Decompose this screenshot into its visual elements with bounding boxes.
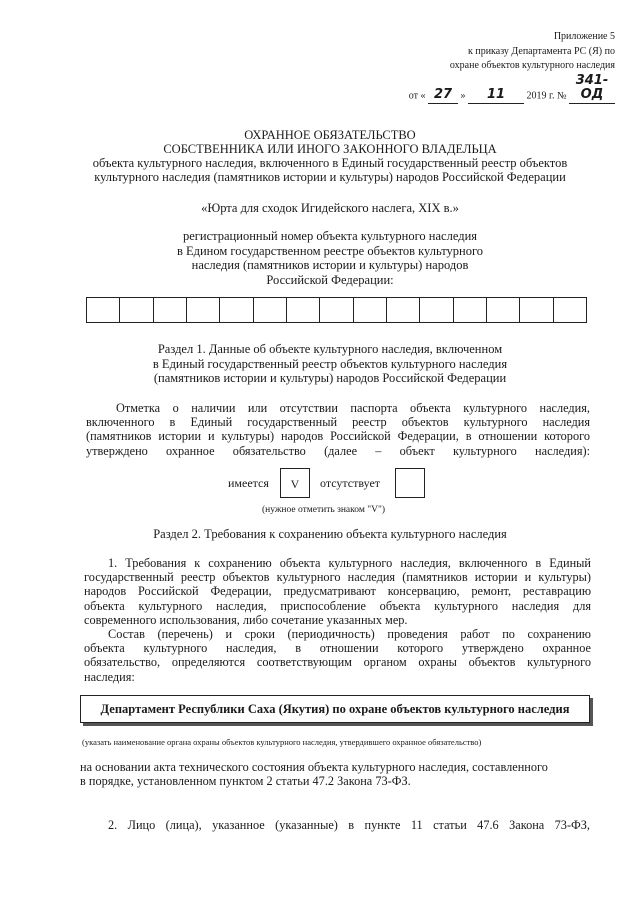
req-line-2: государственный реестр объектов культурного наследия (памятников истории и культуры) xyxy=(84,570,591,585)
req-line-4: объекта культурного наследия, приспособление объекта культурного наследия для xyxy=(84,598,591,613)
date-year: 2019 г. № xyxy=(526,90,567,101)
basis-line-2: в порядке, установленном пунктом 2 статьи 47.2 Закона 73-ФЗ. xyxy=(80,774,411,789)
clause-2-paragraph: 2. Лицо (лица), указанное (указанные) в пункте 11 статьи 47.6 Закона 73-ФЗ, xyxy=(108,818,590,832)
reg-cell xyxy=(254,298,287,322)
reg-cell xyxy=(87,298,120,322)
has-passport-label: имеется xyxy=(228,476,269,490)
section-1-line-1: Раздел 1. Данные об объекте культурного наследия, включенном xyxy=(157,342,503,356)
passport-checkbox-row xyxy=(228,468,468,500)
reg-cell xyxy=(220,298,253,322)
date-month: 11 xyxy=(468,88,524,104)
works-line-2: объекта культурного наследия, в отношении которого утверждено охранное xyxy=(84,641,591,656)
passport-line-1: Отметка о наличии или отсутствии паспорта объекта культурного наследия, xyxy=(116,401,590,415)
has-passport-checkbox[interactable]: V xyxy=(280,468,310,498)
passport-line-2: включенного в Единый государственный реестр объектов культурного наследия xyxy=(86,415,590,430)
passport-line-4: утверждено охранное обязательство (далее – объект культурного наследия): xyxy=(86,443,590,458)
title-line-4: культурного наследия (памятников истории и культуры) народов Российской Федерации xyxy=(94,170,566,184)
reg-line-1: регистрационный номер объекта культурного наследия xyxy=(182,229,478,243)
req-line-3: народов Российской Федерации, предусматривают консервацию, ремонт, реставрацию xyxy=(84,584,591,599)
reg-cell xyxy=(454,298,487,322)
object-name: «Юрта для сходок Игидейского наслега, XIX в.» xyxy=(201,201,459,215)
authority-hint: (указать наименование органа охраны объектов культурного наследия, утвердившего охранное обязательство) xyxy=(82,737,482,747)
reg-line-2: в Едином государственном реестре объектов культурного xyxy=(176,243,484,258)
section-1-line-2: в Единый государственный реестр объектов культурного наследия xyxy=(152,356,508,371)
req-line-1: 1. Требования к сохранению объекта культурного наследия, включенного в Единый xyxy=(108,556,591,570)
reg-cell xyxy=(320,298,353,322)
appendix-line-3: охране объектов культурного наследия xyxy=(449,60,615,71)
date-mid: » xyxy=(460,90,466,101)
passport-paragraph xyxy=(86,401,590,458)
reg-cell xyxy=(554,298,586,322)
no-passport-label: отсутствует xyxy=(320,476,381,490)
appendix-header xyxy=(395,30,615,104)
authority-name-box: Департамент Республики Саха (Якутия) по охране объектов культурного наследия xyxy=(80,695,590,723)
reg-cell xyxy=(487,298,520,322)
no-passport-checkbox[interactable] xyxy=(395,468,425,498)
section-1-heading xyxy=(40,342,620,386)
reg-cell xyxy=(154,298,187,322)
section-2-heading: Раздел 2. Требования к сохранению объекта культурного наследия xyxy=(153,527,507,541)
reg-cell xyxy=(387,298,420,322)
checkbox-hint: (нужное отметить знаком "V") xyxy=(262,505,385,515)
reg-cell xyxy=(354,298,387,322)
appendix-line-1: Приложение 5 xyxy=(553,31,615,42)
doc-number: 341-ОД xyxy=(569,74,615,104)
appendix-date-line xyxy=(395,74,615,104)
appendix-line-2: к приказу Департамента РС (Я) по xyxy=(467,45,615,57)
req-line-5: современного использования, либо сочетание указанных мер. xyxy=(84,612,408,627)
registration-number-label xyxy=(40,229,620,287)
works-line-4: наследия: xyxy=(84,669,135,684)
reg-line-4: Российской Федерации: xyxy=(266,272,394,287)
title-line-2: СОБСТВЕННИКА ИЛИ ИНОГО ЗАКОННОГО ВЛАДЕЛЬЦА xyxy=(163,142,497,156)
basis-line-1: на основании акта технического состояния объекта культурного наследия, составленного xyxy=(80,760,548,774)
works-line-3: обязательство, определяются соответствующим органом охраны объектов культурного xyxy=(84,655,591,670)
reg-cell xyxy=(120,298,153,322)
reg-cell xyxy=(420,298,453,322)
requirements-paragraph xyxy=(84,556,591,684)
passport-line-3: (памятников истории и культуры) народов Российской Федерации, в отношении которого xyxy=(86,429,590,444)
title-line-1: ОХРАННОЕ ОБЯЗАТЕЛЬСТВО xyxy=(244,128,416,142)
reg-cell xyxy=(287,298,320,322)
works-line-1: Состав (перечень) и сроки (периодичность) проведения работ по сохранению xyxy=(108,627,591,642)
registration-number-cells xyxy=(86,297,587,323)
date-prefix: от « xyxy=(408,90,426,101)
reg-cell xyxy=(520,298,553,322)
date-day: 27 xyxy=(428,88,458,104)
document-title xyxy=(40,128,620,184)
title-line-3: объекта культурного наследия, включенного в Единый государственный реестр объектов xyxy=(92,156,568,170)
basis-paragraph xyxy=(80,760,590,788)
reg-cell xyxy=(187,298,220,322)
reg-line-3: наследия (памятников истории и культуры) народов xyxy=(191,258,469,272)
section-1-line-3: (памятников истории и культуры) народов Российской Федерации xyxy=(153,371,507,385)
